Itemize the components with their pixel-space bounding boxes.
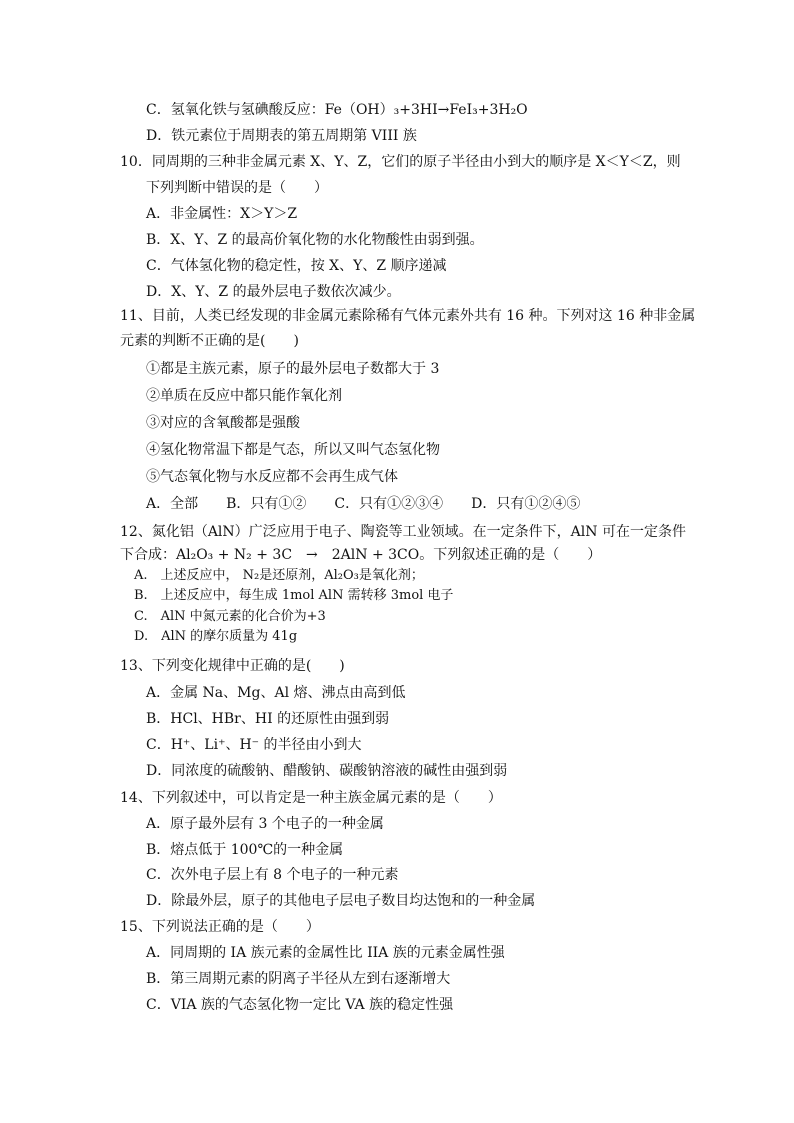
q12-stem-line1: 12、氮化铝（AlN）广泛应用于电子、陶瓷等工业领域。在一定条件下，AlN 可在一定条件 bbox=[120, 524, 686, 540]
q10-option-b: B．X、Y、Z 的最高价氧化物的水化物酸性由弱到强。 bbox=[146, 232, 484, 248]
q11-statement-4: ④氢化物常温下都是气态，所以又叫气态氢化物 bbox=[146, 442, 440, 458]
q15-option-c: C．VIA 族的气态氢化物一定比 VA 族的稳定性强 bbox=[146, 997, 454, 1013]
q10-option-d: D．X、Y、Z 的最外层电子数依次减少。 bbox=[146, 284, 401, 300]
q11-stem-line2: 元素的判断不正确的是( ) bbox=[120, 333, 299, 349]
q9-option-d: D．铁元素位于周期表的第五周期第 VIII 族 bbox=[146, 128, 417, 144]
q10-option-c: C．气体氢化物的稳定性，按 X、Y、Z 顺序递减 bbox=[146, 258, 447, 274]
q11-statement-3: ③对应的含氧酸都是强酸 bbox=[146, 415, 300, 431]
q15-stem: 15、下列说法正确的是（ ） bbox=[120, 919, 320, 935]
q11-statement-2: ②单质在反应中都只能作氧化剂 bbox=[146, 388, 342, 404]
q11-options: A．全部 B．只有①② C．只有①②③④ D．只有①②④⑤ bbox=[146, 496, 581, 512]
q11-stem-line1: 11、目前，人类已经发现的非金属元素除稀有气体元素外共有 16 种。下列对这 16 种非金属 bbox=[120, 308, 696, 324]
q14-option-b: B．熔点低于 100℃的一种金属 bbox=[146, 842, 344, 858]
q12-option-d: D. AlN 的摩尔质量为 41g bbox=[134, 629, 298, 644]
q10-stem-line1: 10．同周期的三种非金属元素 X、Y、Z，它们的原子半径由小到大的顺序是 X＜Y＜Z，则 bbox=[120, 154, 681, 170]
q13-option-a: A．金属 Na、Mg、Al 熔、沸点由高到低 bbox=[146, 685, 406, 701]
q12-option-b: B. 上述反应中，每生成 1mol AlN 需转移 3mol 电子 bbox=[134, 588, 454, 603]
q14-option-c: C．次外电子层上有 8 个电子的一种元素 bbox=[146, 867, 399, 883]
q11-statement-1: ①都是主族元素，原子的最外层电子数都大于 3 bbox=[146, 361, 440, 377]
q11-statement-5: ⑤气态氧化物与水反应都不会再生成气体 bbox=[146, 469, 398, 485]
q12-option-a: A. 上述反应中， N₂是还原剂，Al₂O₃是氧化剂； bbox=[134, 568, 424, 583]
q15-option-a: A．同周期的 IA 族元素的金属性比 IIA 族的元素金属性强 bbox=[146, 945, 505, 961]
q13-stem: 13、下列变化规律中正确的是( ) bbox=[120, 658, 345, 674]
q9-option-c: C．氢氧化铁与氢碘酸反应：Fe（OH）₃+3HI→FeI₃+3H₂O bbox=[146, 102, 528, 118]
q14-option-a: A．原子最外层有 3 个电子的一种金属 bbox=[146, 816, 384, 832]
q15-option-b: B．第三周期元素的阴离子半径从左到右逐渐增大 bbox=[146, 971, 451, 987]
q13-option-d: D．同浓度的硫酸钠、醋酸钠、碳酸钠溶液的碱性由强到弱 bbox=[146, 763, 508, 779]
q14-option-d: D．除最外层，原子的其他电子层电子数目均达饱和的一种金属 bbox=[146, 893, 536, 909]
q13-option-c: C．H⁺、Li⁺、H⁻ 的半径由小到大 bbox=[146, 737, 362, 753]
q12-stem-line2: 下合成：Al₂O₃ + N₂ + 3C → 2AlN + 3CO。下列叙述正确的是（ ） bbox=[120, 547, 602, 563]
q10-stem-line2: 下列判断中错误的是（ ） bbox=[146, 180, 328, 196]
q12-option-c: C. AlN 中氮元素的化合价为+3 bbox=[134, 609, 326, 624]
q10-option-a: A．非金属性：X＞Y＞Z bbox=[146, 206, 298, 222]
q13-option-b: B．HCl、HBr、HI 的还原性由强到弱 bbox=[146, 711, 390, 727]
q14-stem: 14、下列叙述中，可以肯定是一种主族金属元素的是（ ） bbox=[120, 790, 502, 806]
